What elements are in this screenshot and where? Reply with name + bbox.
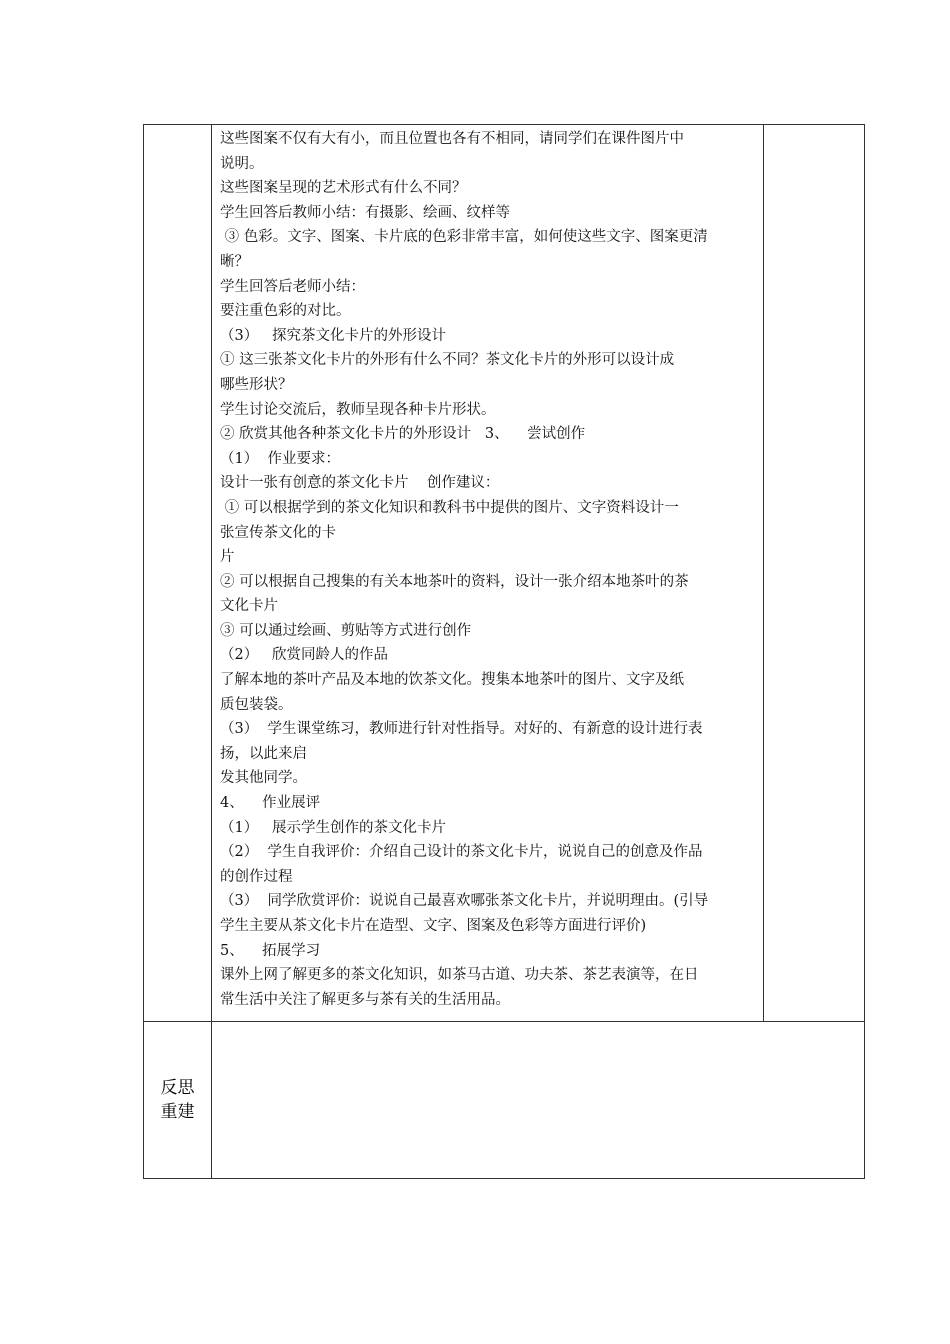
content-line: 文化卡片 xyxy=(220,598,278,615)
content-line: 学生讨论交流后，教师呈现各种卡片形状。 xyxy=(220,401,496,418)
content-row xyxy=(144,125,865,1022)
right-notes-cell xyxy=(764,125,865,1022)
content-line: ① 这三张茶文化卡片的外形有什么不同？茶文化卡片的外形可以设计成 xyxy=(220,352,675,369)
content-line: （3） 学生课堂练习，教师进行针对性指导。对好的、有新意的设计进行表 xyxy=(220,721,703,738)
content-line: 晰？ xyxy=(220,253,249,270)
content-text xyxy=(212,125,763,1012)
content-line: 质包装袋。 xyxy=(220,696,293,713)
content-line: 要注重色彩的对比。 xyxy=(220,303,351,320)
content-line: 设计一张有创意的茶文化卡片 创作建议： xyxy=(220,475,500,492)
content-line: 发其他同学。 xyxy=(220,770,307,787)
content-line: 常生活中关注了解更多与茶有关的生活用品。 xyxy=(220,991,510,1008)
content-line: ② 可以根据自己搜集的有关本地茶叶的资料，设计一张介绍本地茶叶的茶 xyxy=(220,573,689,590)
content-line: ③ 色彩。文字、图案、卡片底的色彩非常丰富，如何使这些文字、图案更清 xyxy=(220,229,708,246)
content-line: 这些图案呈现的艺术形式有什么不同？ xyxy=(220,180,467,197)
content-line: 4、 作业展评 xyxy=(220,795,321,812)
left-label-cell xyxy=(144,125,212,1022)
content-line: 学生主要从茶文化卡片在造型、文字、图案及色彩等方面进行评价) xyxy=(220,918,647,934)
content-line: （2） 学生自我评价：介绍自己设计的茶文化卡片，说说自己的创意及作品 xyxy=(220,844,703,861)
content-cell xyxy=(212,125,764,1022)
content-line: 张宣传茶文化的卡 xyxy=(220,524,336,541)
content-line: 学生回答后教师小结：有摄影、绘画、纹样等 xyxy=(220,204,510,221)
content-line: 的创作过程 xyxy=(220,868,293,885)
content-line: ① 可以根据学到的茶文化知识和教科书中提供的图片、文字资料设计一 xyxy=(220,499,679,516)
reflection-content-cell xyxy=(212,1022,865,1179)
content-line: 5、 拓展学习 xyxy=(220,942,321,959)
content-line: （3） 同学欣赏评价：说说自己最喜欢哪张茶文化卡片，并说明理由。(引导 xyxy=(220,893,709,910)
reflection-label-cell xyxy=(144,1022,212,1179)
lesson-plan-table xyxy=(143,124,865,1179)
content-line: 这些图案不仅有大有小，而且位置也各有不相同，请同学们在课件图片中 xyxy=(220,131,684,147)
content-line: 学生回答后老师小结： xyxy=(220,278,365,295)
content-line: 课外上网了解更多的茶文化知识，如茶马古道、功夫茶、茶艺表演等，在日 xyxy=(220,967,699,984)
content-line: 了解本地的茶叶产品及本地的饮茶文化。搜集本地茶叶的图片、文字及纸 xyxy=(220,672,684,689)
content-line: ③ 可以通过绘画、剪贴等方式进行创作 xyxy=(220,622,472,639)
content-line: 扬，以此来启 xyxy=(220,745,307,762)
content-line: （1） 作业要求： xyxy=(220,450,340,467)
reflection-label: 反思重建 xyxy=(160,1078,195,1122)
content-line: （1） 展示学生创作的茶文化卡片 xyxy=(220,819,447,836)
content-line: （2） 欣赏同龄人的作品 xyxy=(220,647,389,664)
content-line: 片 xyxy=(220,549,235,566)
reflection-row xyxy=(144,1022,865,1179)
content-line: （3） 探究茶文化卡片的外形设计 xyxy=(220,327,447,344)
content-line: ② 欣赏其他各种茶文化卡片的外形设计 3、 尝试创作 xyxy=(220,426,586,443)
content-line: 说明。 xyxy=(220,155,264,172)
content-line: 哪些形状？ xyxy=(220,376,293,393)
